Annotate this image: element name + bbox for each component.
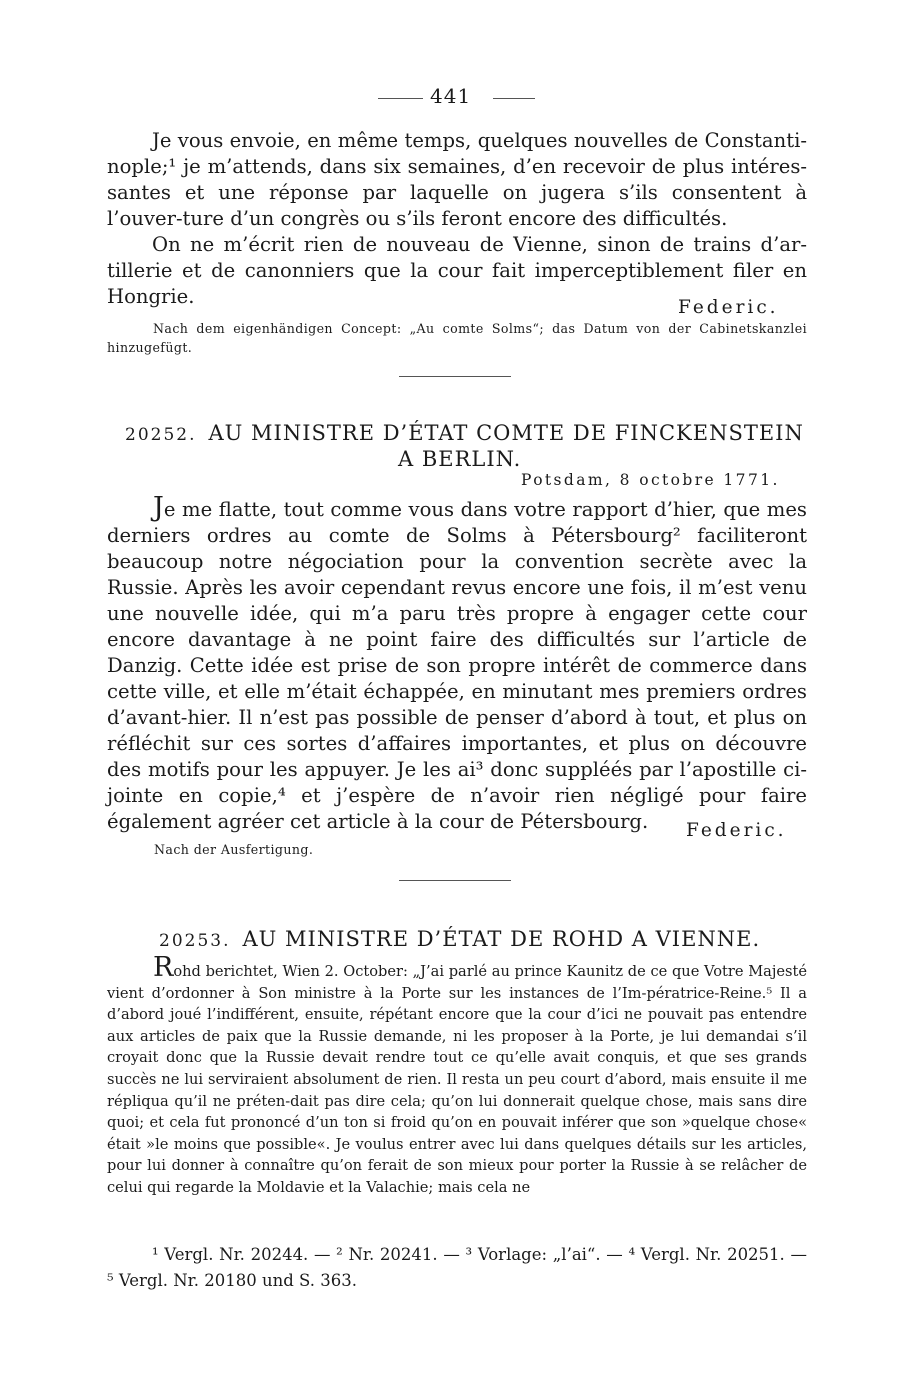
letter-20253-dropcap: R [153,952,174,983]
section-divider-2 [399,880,511,881]
letter-20253-title: AU MINISTRE D’ÉTAT DE ROHD A VIENNE. [242,927,761,951]
letter-20252-body [107,492,807,835]
header-rule-left [378,98,423,99]
header-rule-right [493,98,535,99]
prev-letter-signature: Federic. [678,297,779,318]
letter-20252-body-text: e me flatte, tout comme vous dans votre rapport d’hier, que mes derniers ordres au comte de Solms à Pétersbourg² faciliteront beaucoup notre négociation pour la convention secrète avec la Russie. Après les avoir cependant revus encore une fois, il m’est venu une nouvelle idée, qui m’a paru très propre à engager cette cour encore davantage à ne point faire des difficultés sur l’article de Danzig. Cette idée est prise de son propre intérêt de commerce dans cette ville, et elle m’était échappée, en minutant mes premiers ordres d’avant-hier. Il n’est pas possible de penser d’abord à tout, et plus on réfléchit sur ces sortes d’affaires importantes, et plus on découvre des motifs pour les appuyer. Je les ai³ donc suppléés par l’apostille ci-jointe en copie,⁴ et j’espère de n’avoir rien négligé pour faire également agréer cet article à la cour de Pétersbourg. [107,498,807,833]
prev-letter-paragraph-1: Je vous envoie, en même temps, quelques nouvelles de Constanti-nople;¹ je m’attends, dans six semaines, d’en recevoir de plus intéres-santes et une réponse par laquelle on jugera s’ils consentent à l’ouver-ture d’un congrès ou s’ils feront encore des difficultés. [107,129,807,230]
page-number: 441 [430,84,472,108]
page-header [0,84,900,114]
letter-20252-number: 20252. [125,425,197,445]
letter-20252-title-line2: A BERLIN. [398,447,522,471]
letter-20253-number: 20253. [159,931,231,951]
letter-20252-source-note: Nach der Ausfertigung. [154,842,314,857]
prev-letter-source-note: Nach dem eigenhändigen Concept: „Au comte Solms“; das Datum von der Cabinetskanzlei hinzugefügt. [107,321,807,355]
letter-20253-body-text: ohd berichtet, Wien 2. October: „J’ai parlé au prince Kaunitz de ce que Votre Majesté vient d’ordonner à Son ministre à la Porte sur les instances de l’Im-pératrice-Reine.⁵ Il a d’abord joué l’indifférent, ensuite, répétant encore que la cour d’ici ne pouvait pas entendre aux articles de paix que la Russie demande, ni les proposer à la Porte, je lui demandai s’il croyait donc que la Russie devait rendre tout ce qu’elle avait conquis, et que ses grands succès ne lui serviraient absolument de rien. Il resta un peu court d’abord, mais ensuite il me répliqua qu’il ne préten-dait pas dire cela; qu’on lui donnerait quelque chose, mais sans dire quoi; et cela fut prononcé d’un ton si froid qu’on en pouvait inférer que son »quelque chose« était »le moins que possible«. Je voulus entrer avec lui dans quelques détails sur les articles, pour lui donner à connaître qu’on ferait de son mieux pour porter la Russie à se relâcher de celui qui regarde la Moldavie et la Valachie; mais cela ne [107,963,807,1196]
letter-20252-dropcap: J [153,492,164,523]
prev-letter-paragraph-2: On ne m’écrit rien de nouveau de Vienne, sinon de trains d’ar-tillerie et de canonniers que la cour fait imperceptiblement filer en Hongrie. [107,233,807,308]
letter-20253-body [107,952,807,1199]
footnotes: ¹ Vergl. Nr. 20244. — ² Nr. 20241. — ³ Vorlage: „l’ai“. — ⁴ Vergl. Nr. 20251. — ⁵ Vergl. Nr. 20180 und S. 363. [107,1245,807,1290]
letter-20252-dateline: Potsdam, 8 octobre 1771. [521,471,780,489]
letter-20252-title-line1: AU MINISTRE D’ÉTAT COMTE DE FINCKENSTEIN [208,421,804,445]
letter-20252-signature: Federic. [686,820,787,841]
letter-20253-heading [159,927,760,951]
letter-20252-heading [125,421,804,445]
section-divider-1 [399,376,511,377]
